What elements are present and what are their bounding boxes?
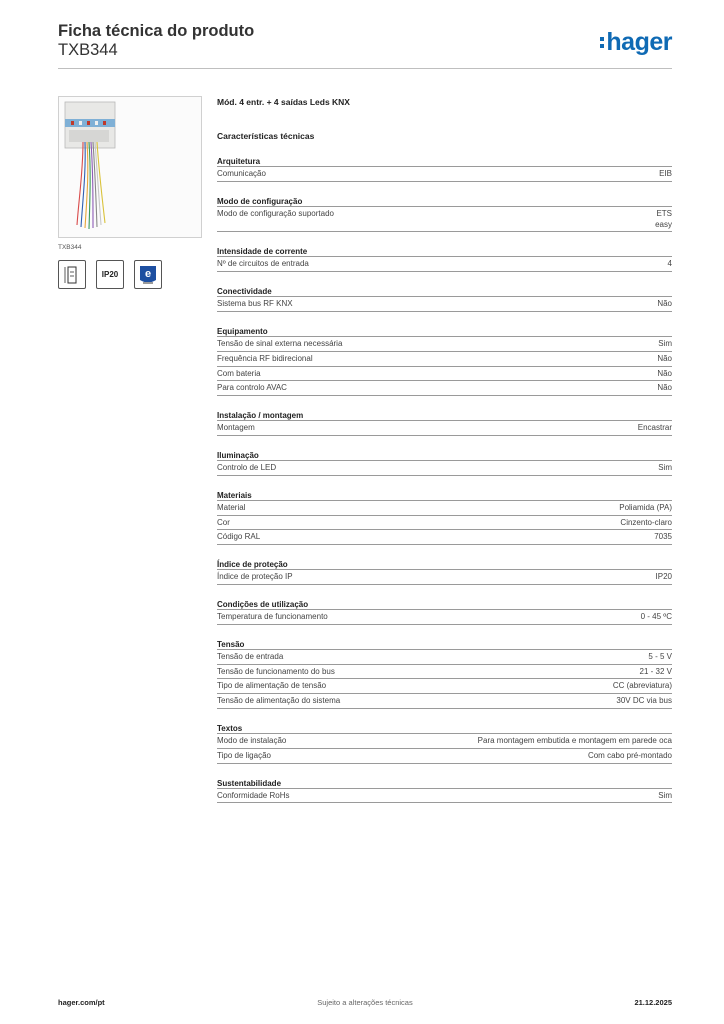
spec-section-title: Conectividade (217, 286, 672, 297)
spec-section (217, 559, 672, 585)
spec-value-line: EIB (659, 169, 672, 178)
spec-label: Índice de proteção IP (217, 572, 293, 582)
spec-value-line: CC (abreviatura) (612, 681, 672, 691)
page-header (58, 22, 672, 70)
spec-row (217, 610, 672, 625)
footer-notice: Sujeito a alterações técnicas (317, 998, 413, 1007)
spec-value (641, 612, 672, 623)
spec-section-title: Iluminação (217, 450, 672, 461)
spec-section (217, 410, 672, 436)
spec-label: Tensão de entrada (217, 651, 284, 661)
logo-mark-icon (600, 37, 604, 48)
spec-value-line: ETS (656, 208, 672, 218)
spec-label: Montagem (217, 423, 255, 433)
spec-section (217, 599, 672, 625)
spec-label: Modo de instalação (217, 735, 287, 745)
spec-value (478, 736, 672, 747)
spec-section-title: Arquitetura (217, 156, 672, 167)
dimensions-icon (58, 260, 86, 289)
spec-value-line: IP20 (655, 572, 672, 582)
spec-value (657, 383, 672, 394)
spec-section-title: Condições de utilização (217, 599, 672, 610)
spec-value (658, 463, 672, 474)
spec-value-line: 0 - 45 ºC (640, 611, 672, 621)
spec-value-line: 5 - 5 V (648, 651, 672, 661)
spec-row (217, 734, 672, 749)
spec-label: Frequência RF bidirecional (217, 353, 313, 363)
spec-value-line: Encastrar (637, 423, 672, 433)
spec-value-line: easy (655, 219, 672, 229)
spec-section (217, 286, 672, 312)
spec-row (217, 530, 672, 545)
spec-row (217, 516, 672, 531)
spec-section-title: Textos (217, 723, 672, 734)
spec-value (657, 354, 672, 365)
spec-label: Com bateria (217, 368, 261, 378)
hager-logo (600, 28, 672, 56)
spec-label: Temperatura de funcionamento (217, 611, 328, 621)
spec-label: Para controlo AVAC (217, 383, 287, 393)
ip20-label: IP20 (101, 270, 119, 279)
spec-value-line: Sim (658, 338, 672, 348)
spec-value (657, 369, 672, 380)
ecodesign-icon (134, 260, 162, 289)
spec-section (217, 196, 672, 233)
spec-value (656, 572, 672, 583)
footer-date: 21.12.2025 (634, 998, 672, 1007)
spec-section (217, 639, 672, 709)
certification-icons (58, 260, 202, 289)
spec-section (217, 490, 672, 545)
spec-section-title: Intensidade de corrente (217, 246, 672, 257)
spec-row (217, 570, 672, 585)
spec-section-title: Equipamento (217, 326, 672, 337)
spec-row (217, 207, 672, 233)
product-visual-column (58, 96, 202, 289)
spec-row (217, 421, 672, 436)
spec-value (640, 667, 672, 678)
spec-label: Controlo de LED (217, 462, 277, 472)
spec-value-line: Não (657, 368, 672, 378)
spec-value-line: Para montagem embutida e montagem em parede oca (477, 735, 672, 745)
spec-value (668, 259, 672, 270)
spec-value (657, 299, 672, 310)
spec-value-line: Com cabo pré-montado (587, 750, 672, 760)
spec-value-line: Poliamida (PA) (619, 502, 672, 512)
spec-row (217, 352, 672, 367)
spec-row (217, 367, 672, 382)
spec-value (588, 751, 672, 762)
spec-section-title: Sustentabilidade (217, 778, 672, 789)
spec-section-title: Tensão (217, 639, 672, 650)
spec-row (217, 749, 672, 764)
spec-label: Tensão de alimentação do sistema (217, 696, 341, 706)
spec-label: Tipo de alimentação de tensão (217, 681, 327, 691)
spec-value-line: Não (657, 353, 672, 363)
spec-label: Cor (217, 517, 230, 527)
spec-value-line: Sim (658, 462, 672, 472)
spec-section (217, 246, 672, 272)
spec-row (217, 650, 672, 665)
spec-row (217, 337, 672, 352)
header-divider (58, 68, 672, 69)
spec-value-line: Cinzento-claro (620, 517, 672, 527)
spec-value (620, 518, 672, 529)
spec-value (658, 791, 672, 802)
spec-value (616, 696, 672, 707)
spec-section-title: Materiais (217, 490, 672, 501)
product-image (58, 96, 202, 238)
spec-section (217, 156, 672, 182)
spec-value (659, 169, 672, 180)
footer-website: hager.com/pt (58, 998, 105, 1007)
logo-text: hager (606, 27, 672, 56)
spec-row (217, 257, 672, 272)
spec-row (217, 679, 672, 694)
spec-label: Modo de configuração suportado (217, 208, 334, 218)
spec-row (217, 297, 672, 312)
spec-label: Tensão de funcionamento do bus (217, 666, 335, 676)
spec-section (217, 778, 672, 804)
spec-row (217, 461, 672, 476)
spec-row (217, 665, 672, 680)
spec-label: Conformidade RoHs (217, 790, 290, 800)
spec-section (217, 723, 672, 764)
spec-section-title: Modo de configuração (217, 196, 672, 207)
spec-label: Nº de circuitos de entrada (217, 259, 309, 269)
spec-value-line: 30V DC via bus (616, 696, 672, 706)
spec-value-line: Não (657, 383, 672, 393)
spec-value (654, 532, 672, 543)
spec-section (217, 326, 672, 396)
spec-section-title: Instalação / montagem (217, 410, 672, 421)
spec-value (619, 503, 672, 514)
document-title: Ficha técnica do produto (58, 22, 255, 40)
spec-section-title: Índice de proteção (217, 559, 672, 570)
spec-row (217, 501, 672, 516)
page-footer (58, 998, 672, 1010)
spec-label: Código RAL (217, 532, 261, 542)
spec-label: Sistema bus RF KNX (217, 299, 293, 309)
spec-label: Comunicação (217, 169, 266, 178)
product-name: Mód. 4 entr. + 4 saídas Leds KNX (217, 97, 350, 107)
spec-value-line: Não (657, 299, 672, 309)
product-image-caption: TXB344 (58, 244, 82, 251)
spec-heading: Características técnicas (217, 131, 315, 141)
spec-row (217, 381, 672, 396)
spec-sections (217, 156, 672, 803)
spec-value (658, 339, 672, 350)
spec-section (217, 450, 672, 476)
spec-row (217, 167, 672, 182)
spec-label: Tipo de ligação (217, 750, 271, 760)
spec-value (655, 209, 672, 231)
product-reference: TXB344 (58, 41, 118, 59)
spec-value (638, 423, 672, 434)
spec-label: Material (217, 502, 246, 512)
spec-value-line: Sim (658, 790, 672, 800)
spec-value-line: 4 (667, 259, 672, 269)
spec-value (613, 681, 672, 692)
ip20-badge (96, 260, 124, 289)
spec-value-line: 21 - 32 V (639, 666, 672, 676)
spec-label: Tensão de sinal externa necessária (217, 338, 343, 348)
spec-value (648, 652, 672, 663)
spec-row (217, 694, 672, 709)
spec-row (217, 789, 672, 804)
svg-text:e: e (144, 267, 152, 280)
specifications-column (217, 96, 672, 803)
spec-value-line: 7035 (654, 532, 672, 542)
